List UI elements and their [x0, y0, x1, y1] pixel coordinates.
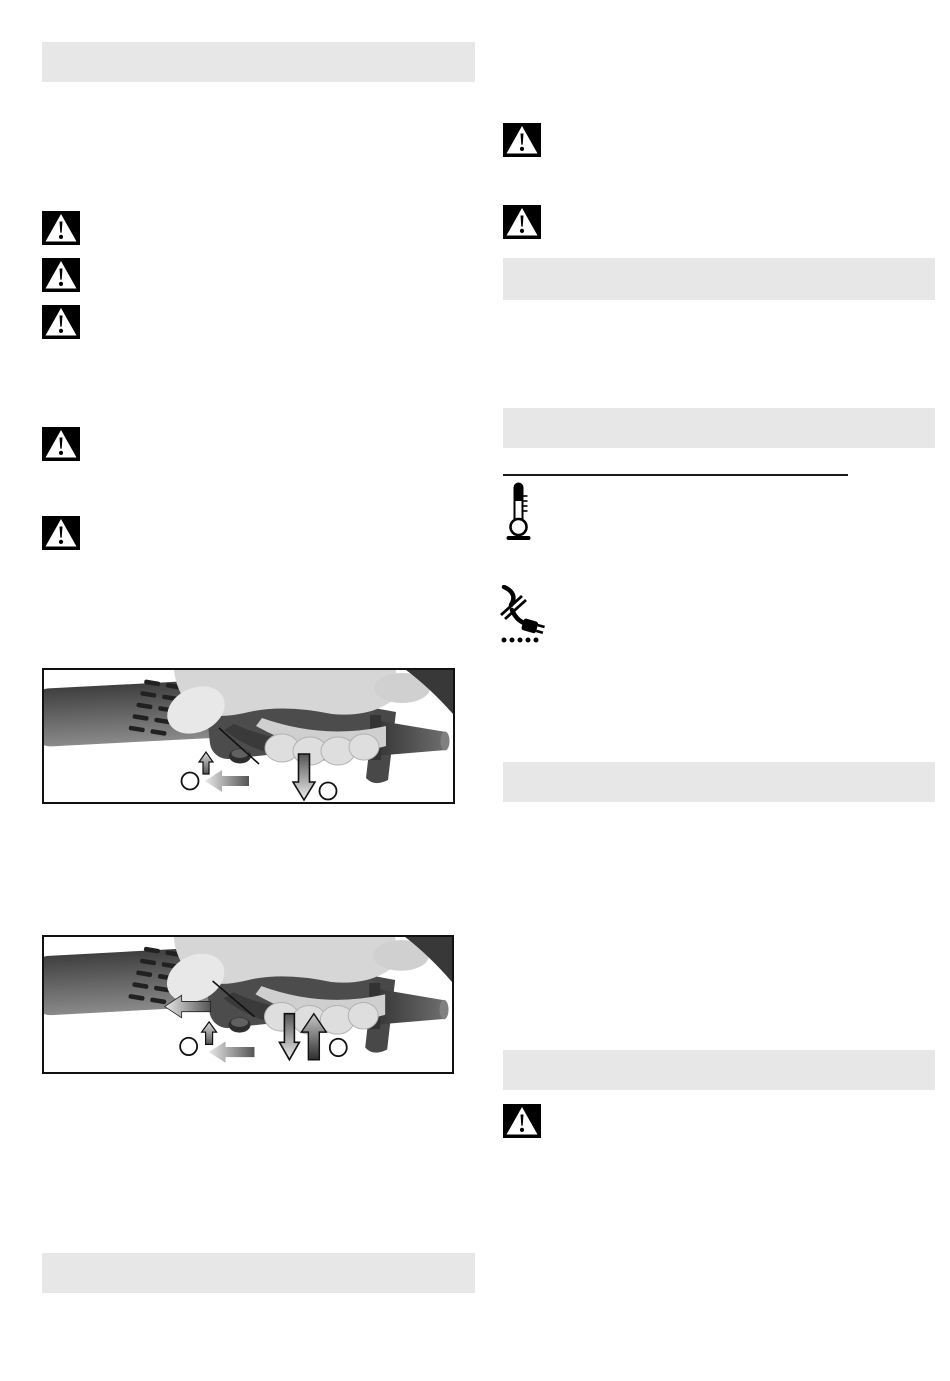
- heat-gun-illustration: [44, 670, 453, 802]
- circle-marker: [330, 1039, 347, 1056]
- thermometer-icon: [506, 482, 536, 540]
- warning-triangle-icon: [42, 211, 80, 245]
- circle-marker: [180, 1038, 197, 1055]
- warning-triangle-icon: [503, 1104, 541, 1138]
- right-section-bar-1: [503, 258, 935, 300]
- warning-triangle-icon: [503, 205, 541, 239]
- warning-triangle-icon: [42, 516, 80, 550]
- right-section-bar-2: [503, 408, 935, 448]
- small-up-arrow-icon: [199, 752, 213, 774]
- heat-gun-switch-photo-1: [42, 668, 455, 804]
- warning-triangle-icon: [42, 427, 80, 461]
- warning-triangle-icon: [42, 305, 80, 339]
- left-top-section-bar: [42, 42, 475, 82]
- large-left-arrow-icon: [209, 1041, 255, 1062]
- heat-gun-switch-photo-2: [42, 935, 454, 1074]
- circle-marker: [320, 783, 337, 800]
- warning-triangle-icon: [42, 258, 80, 292]
- right-section-bar-4: [503, 1050, 935, 1090]
- warning-triangle-icon: [503, 123, 541, 157]
- divider-rule: [503, 474, 848, 476]
- unplug-power-cord-icon: [498, 585, 546, 643]
- right-section-bar-3: [503, 762, 935, 802]
- large-left-arrow-icon: [205, 770, 249, 792]
- circle-marker: [182, 773, 199, 790]
- left-bottom-section-bar: [42, 1253, 475, 1293]
- small-up-arrow-icon: [202, 1022, 217, 1045]
- heat-gun-illustration: [44, 937, 452, 1072]
